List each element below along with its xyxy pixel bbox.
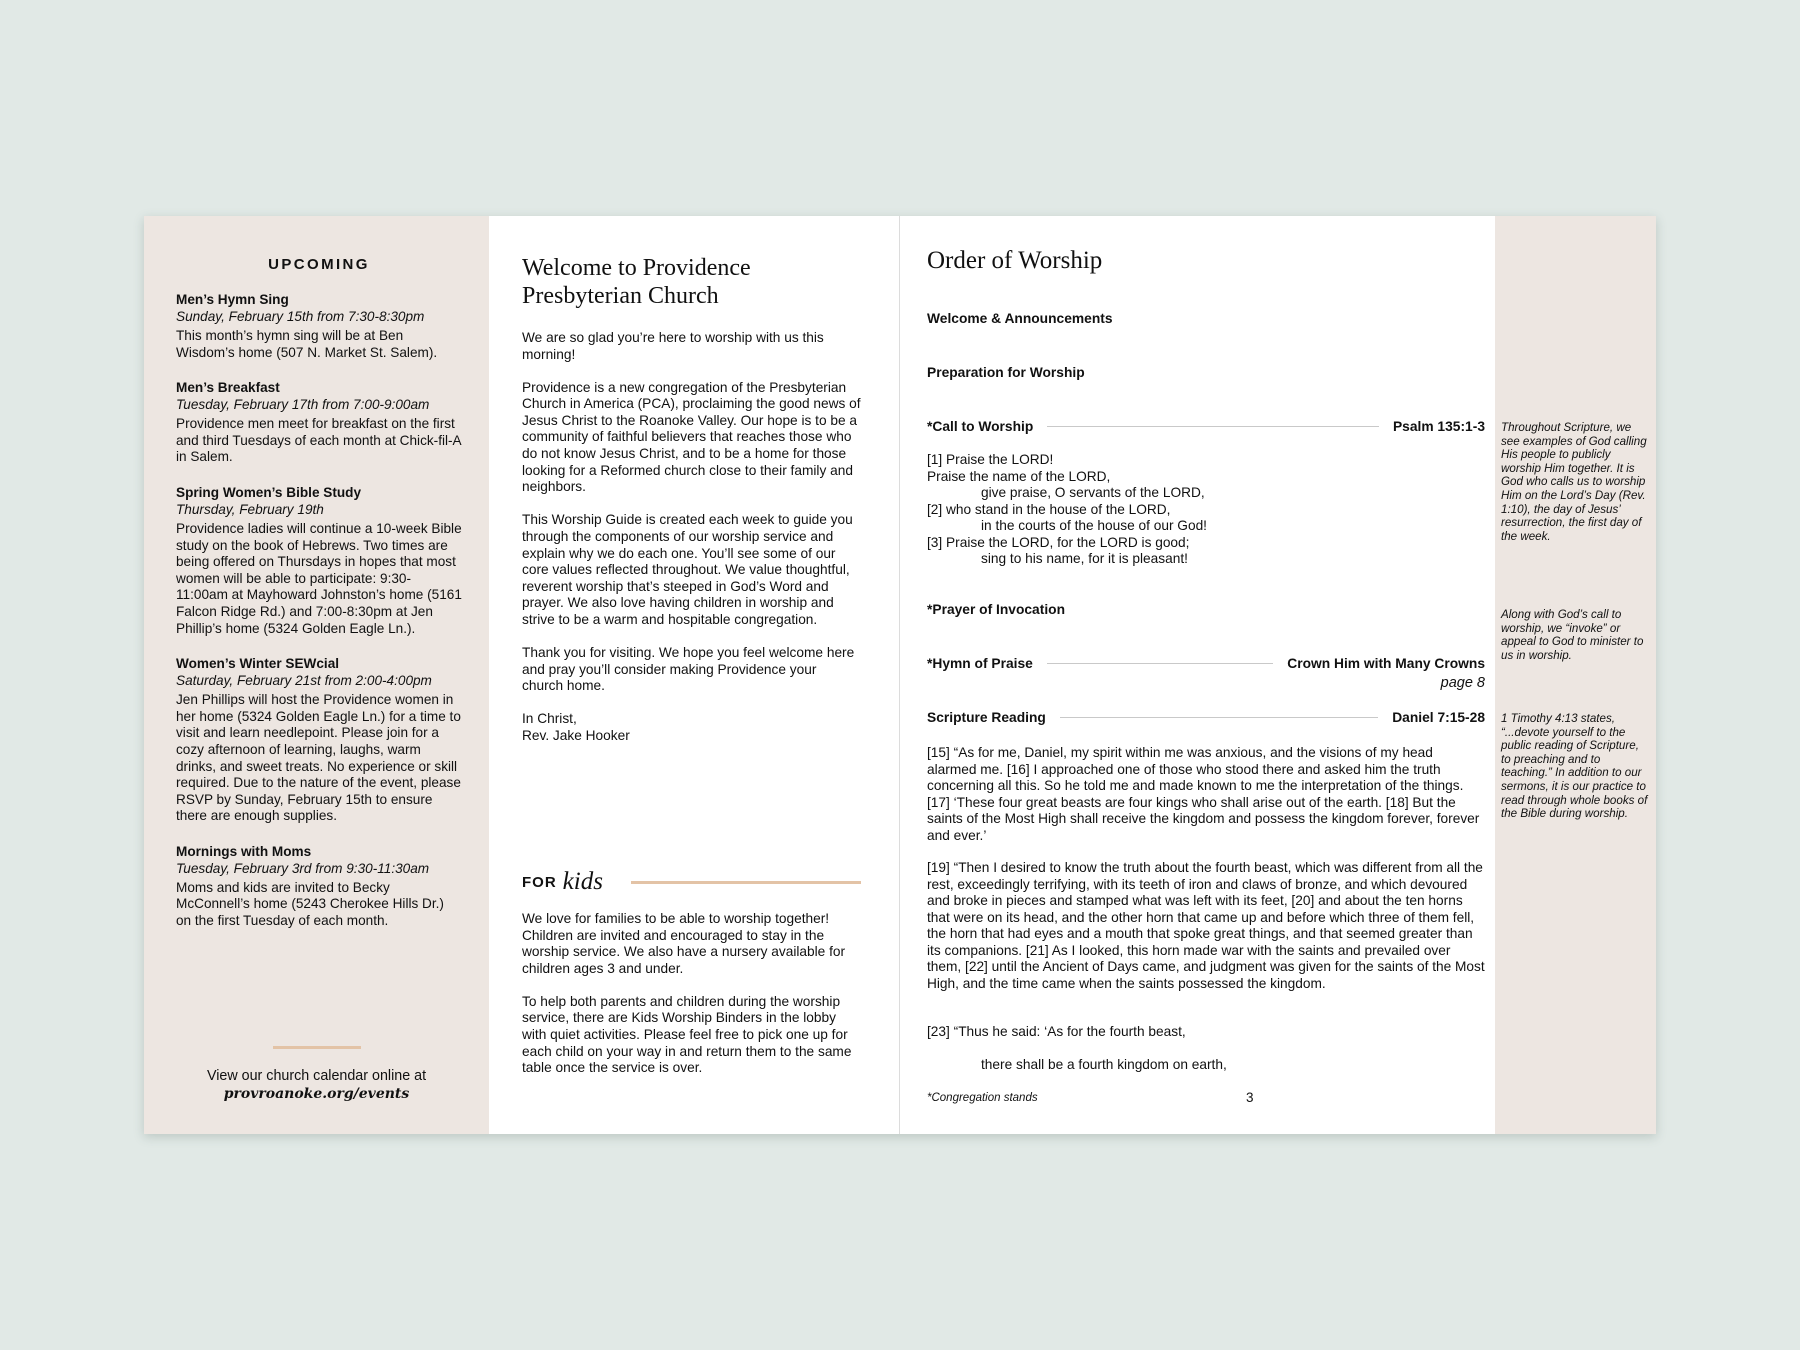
- side-note: Throughout Scripture, we see examples of God calling His people to publicly worship Him together. It is God who calls us to worship Him on the Lord’s Day (Rev. 1:10), the day of Jesus’ resurrection, the first day of the week.: [1501, 421, 1647, 543]
- event-description: Providence ladies will continue a 10-week Bible study on the book of Hebrews. Two times are being offered on Thursdays in hopes that most women will be able to participate: 9:30-11:00am at Mayhoward Johnston’s home (5161 Falcon Ridge Rd.) and 7:00-8:30pm at Jen Phillip’s home (5324 Golden Eagle Ln.).: [176, 520, 462, 636]
- upcoming-heading: UPCOMING: [268, 256, 370, 273]
- leader-line: [1047, 426, 1379, 427]
- daniel-paragraph: [23] “Thus he said: ‘As for the fourth beast,: [927, 1024, 1186, 1039]
- event-item: [176, 484, 462, 637]
- kids-script-label: kids: [562, 868, 603, 895]
- psalm-text: [927, 452, 1485, 568]
- calendar-url: provroanoke.org/events: [223, 1086, 410, 1102]
- preparation-item: Preparation for Worship: [927, 365, 1085, 380]
- kids-paragraph: To help both parents and children during the worship service, there are Kids Worship Binders in the lobby with quiet activities. Please feel free to pick one up for each child on your way in and return them to the same table once the service is over.: [522, 993, 852, 1076]
- welcome-paragraph: This Worship Guide is created each week to guide you through the components of our worship service and explain why we do each one. You’ll see some of our core values reflected throughout. We value thoughtful, reverent worship that’s steeped in God’s Word and prayer. We also love having children in worship and strive to be a warm and hospitable congregation.: [522, 512, 853, 627]
- divider: [631, 881, 861, 884]
- closing-line: In Christ,: [522, 711, 577, 727]
- psalm-line: [2] who stand in the house of the LORD,: [927, 501, 1171, 517]
- calendar-text: View our church calendar online at: [206, 1068, 427, 1084]
- order-panel: [900, 216, 1495, 1134]
- signature: Rev. Jake Hooker: [522, 727, 630, 743]
- event-title: Mornings with Moms: [176, 843, 312, 859]
- call-to-worship-label: *Call to Worship: [927, 419, 1034, 434]
- scripture-label: Scripture Reading: [927, 710, 1046, 725]
- congregation-stands-note: *Congregation stands: [927, 1092, 1038, 1104]
- kids-heading: [522, 868, 861, 896]
- divider: [273, 1046, 361, 1049]
- page-number: 3: [1246, 1090, 1254, 1105]
- event-date: Saturday, February 21st from 2:00-4:00pm: [176, 673, 432, 689]
- event-date: Thursday, February 19th: [176, 501, 324, 517]
- welcome-paragraph: Providence is a new congregation of the Presbyterian Church in America (PCA), proclaiming the good news of Jesus Christ to the Roanoke Valley. Our hope is to be a community of faithful believers that reaches those who do not know Jesus Christ, and to be a home for those looking for a Reformed church close to their family and neighbors.: [522, 379, 861, 495]
- psalm-line: [3] Praise the LORD, for the LORD is good;: [927, 534, 1190, 550]
- side-note: 1 Timothy 4:13 states, “...devote yourself to the public reading of Scripture, to preaching and to teaching.” In addition to our sermons, it is our practice to read through whole books of the Bible during worship.: [1501, 712, 1648, 821]
- daniel-paragraph: [19] “Then I desired to know the truth about the fourth beast, which was different from all the rest, exceedingly terrifying, with its teeth of iron and claws of bronze, and which devoured and broke in pieces and stamped what was left with its feet, [20] and about the ten horns that were on its head, and the other horn that came up and before which three of them fell, the horn that had eyes and a mouth that spoke great things, and that seemed greater than its companions. [21] As I looked, this horn made war with the saints and prevailed over them, [22] until the Ancient of Days came, and judgment was given for the saints of the Most High, and the time came when the saints possessed the kingdom.: [927, 860, 1485, 991]
- welcome-closing: [522, 711, 861, 744]
- event-description: This month’s hymn sing will be at Ben Wisdom’s home (507 N. Market St. Salem).: [176, 328, 438, 360]
- daniel-paragraph: there shall be a fourth kingdom on earth,: [981, 1057, 1227, 1072]
- event-item: [176, 379, 462, 466]
- hymn-title: Crown Him with Many Crowns: [1287, 656, 1485, 671]
- prayer-of-invocation-item: *Prayer of Invocation: [927, 602, 1066, 617]
- scripture-row: [927, 710, 1485, 725]
- kids-body: [522, 911, 861, 1093]
- leader-line: [1047, 663, 1273, 664]
- event-description: Providence men meet for breakfast on the first and third Tuesdays of each month at Chick-fil-A in Salem.: [176, 416, 461, 465]
- welcome-panel: [489, 216, 900, 1134]
- hymn-row: [927, 656, 1485, 671]
- call-to-worship-row: [927, 419, 1485, 434]
- welcome-paragraph: We are so glad you’re here to worship with us this morning!: [522, 330, 824, 362]
- event-title: Men’s Breakfast: [176, 380, 280, 396]
- side-note: Along with God’s call to worship, we “invoke” or appeal to God to minister to us in worship.: [1501, 608, 1644, 662]
- event-description: Jen Phillips will host the Providence women in her home (5324 Golden Eagle Ln.) for a time to visit and learn needlepoint. Please join for a cozy afternoon of learning, laughs, warm drinks, and sweet treats. No experience or skill required. Due to the nature of the event, please RSVP by Sunday, February 15th to ensure there are enough supplies.: [176, 692, 461, 824]
- daniel-paragraph: [15] “As for me, Daniel, my spirit within me was anxious, and the visions of my head alarmed me. [16] I approached one of those who stood there and asked him the truth concerning all this. So he told me and made known to me the interpretation of the things. [17] ‘These four great beasts are four kings who shall arise out of the earth. [18] But the saints of the Most High shall receive the kingdom and possess the kingdom forever, forever and ever.’: [927, 745, 1480, 843]
- event-title: Men’s Hymn Sing: [176, 292, 289, 307]
- welcome-title-line: Welcome to Providence: [522, 255, 751, 281]
- event-date: Sunday, February 15th from 7:30-8:30pm: [176, 309, 425, 324]
- event-description: Moms and kids are invited to Becky McConnell’s home (5243 Cherokee Hills Dr.) on the first Tuesday of each month.: [176, 879, 444, 929]
- welcome-title-line: Presbyterian Church: [522, 283, 719, 309]
- call-to-worship-ref: Psalm 135:1-3: [1392, 419, 1485, 434]
- psalm-line: [1] Praise the LORD!: [927, 452, 1054, 467]
- event-title: Spring Women’s Bible Study: [176, 484, 362, 500]
- event-title: Women’s Winter SEWcial: [176, 656, 340, 672]
- welcome-paragraph: Thank you for visiting. We hope you feel welcome here and pray you’ll consider making Providence your church home.: [522, 645, 855, 694]
- psalm-line: sing to his name, for it is pleasant!: [981, 551, 1188, 566]
- welcome-title: [522, 254, 861, 310]
- upcoming-panel: [144, 216, 489, 1134]
- hymn-label: *Hymn of Praise: [927, 656, 1033, 671]
- psalm-line: give praise, O servants of the LORD,: [981, 485, 1205, 500]
- kids-paragraph: We love for families to be able to worship together! Children are invited and encouraged to stay in the worship service. We also have a nursery available for children ages 3 and under.: [522, 911, 846, 976]
- event-date: Tuesday, February 17th from 7:00-9:00am: [176, 397, 430, 413]
- hymn-page: page 8: [1440, 675, 1485, 691]
- leader-line: [1060, 717, 1378, 718]
- scripture-ref: Daniel 7:15-28: [1392, 710, 1485, 725]
- event-date: Tuesday, February 3rd from 9:30-11:30am: [176, 860, 430, 876]
- bulletin-spread: [144, 216, 1656, 1134]
- kids-for-label: FOR: [522, 873, 557, 891]
- order-title: Order of Worship: [927, 247, 1103, 274]
- welcome-announcements-item: Welcome & Announcements: [927, 311, 1113, 326]
- notes-panel: [1495, 216, 1656, 1134]
- event-item: [176, 291, 462, 361]
- psalm-line: Praise the name of the LORD,: [927, 468, 1111, 484]
- calendar-footer: [144, 1046, 489, 1104]
- event-item: [176, 655, 462, 825]
- psalm-line: in the courts of the house of our God!: [981, 518, 1207, 533]
- event-item: [176, 843, 462, 930]
